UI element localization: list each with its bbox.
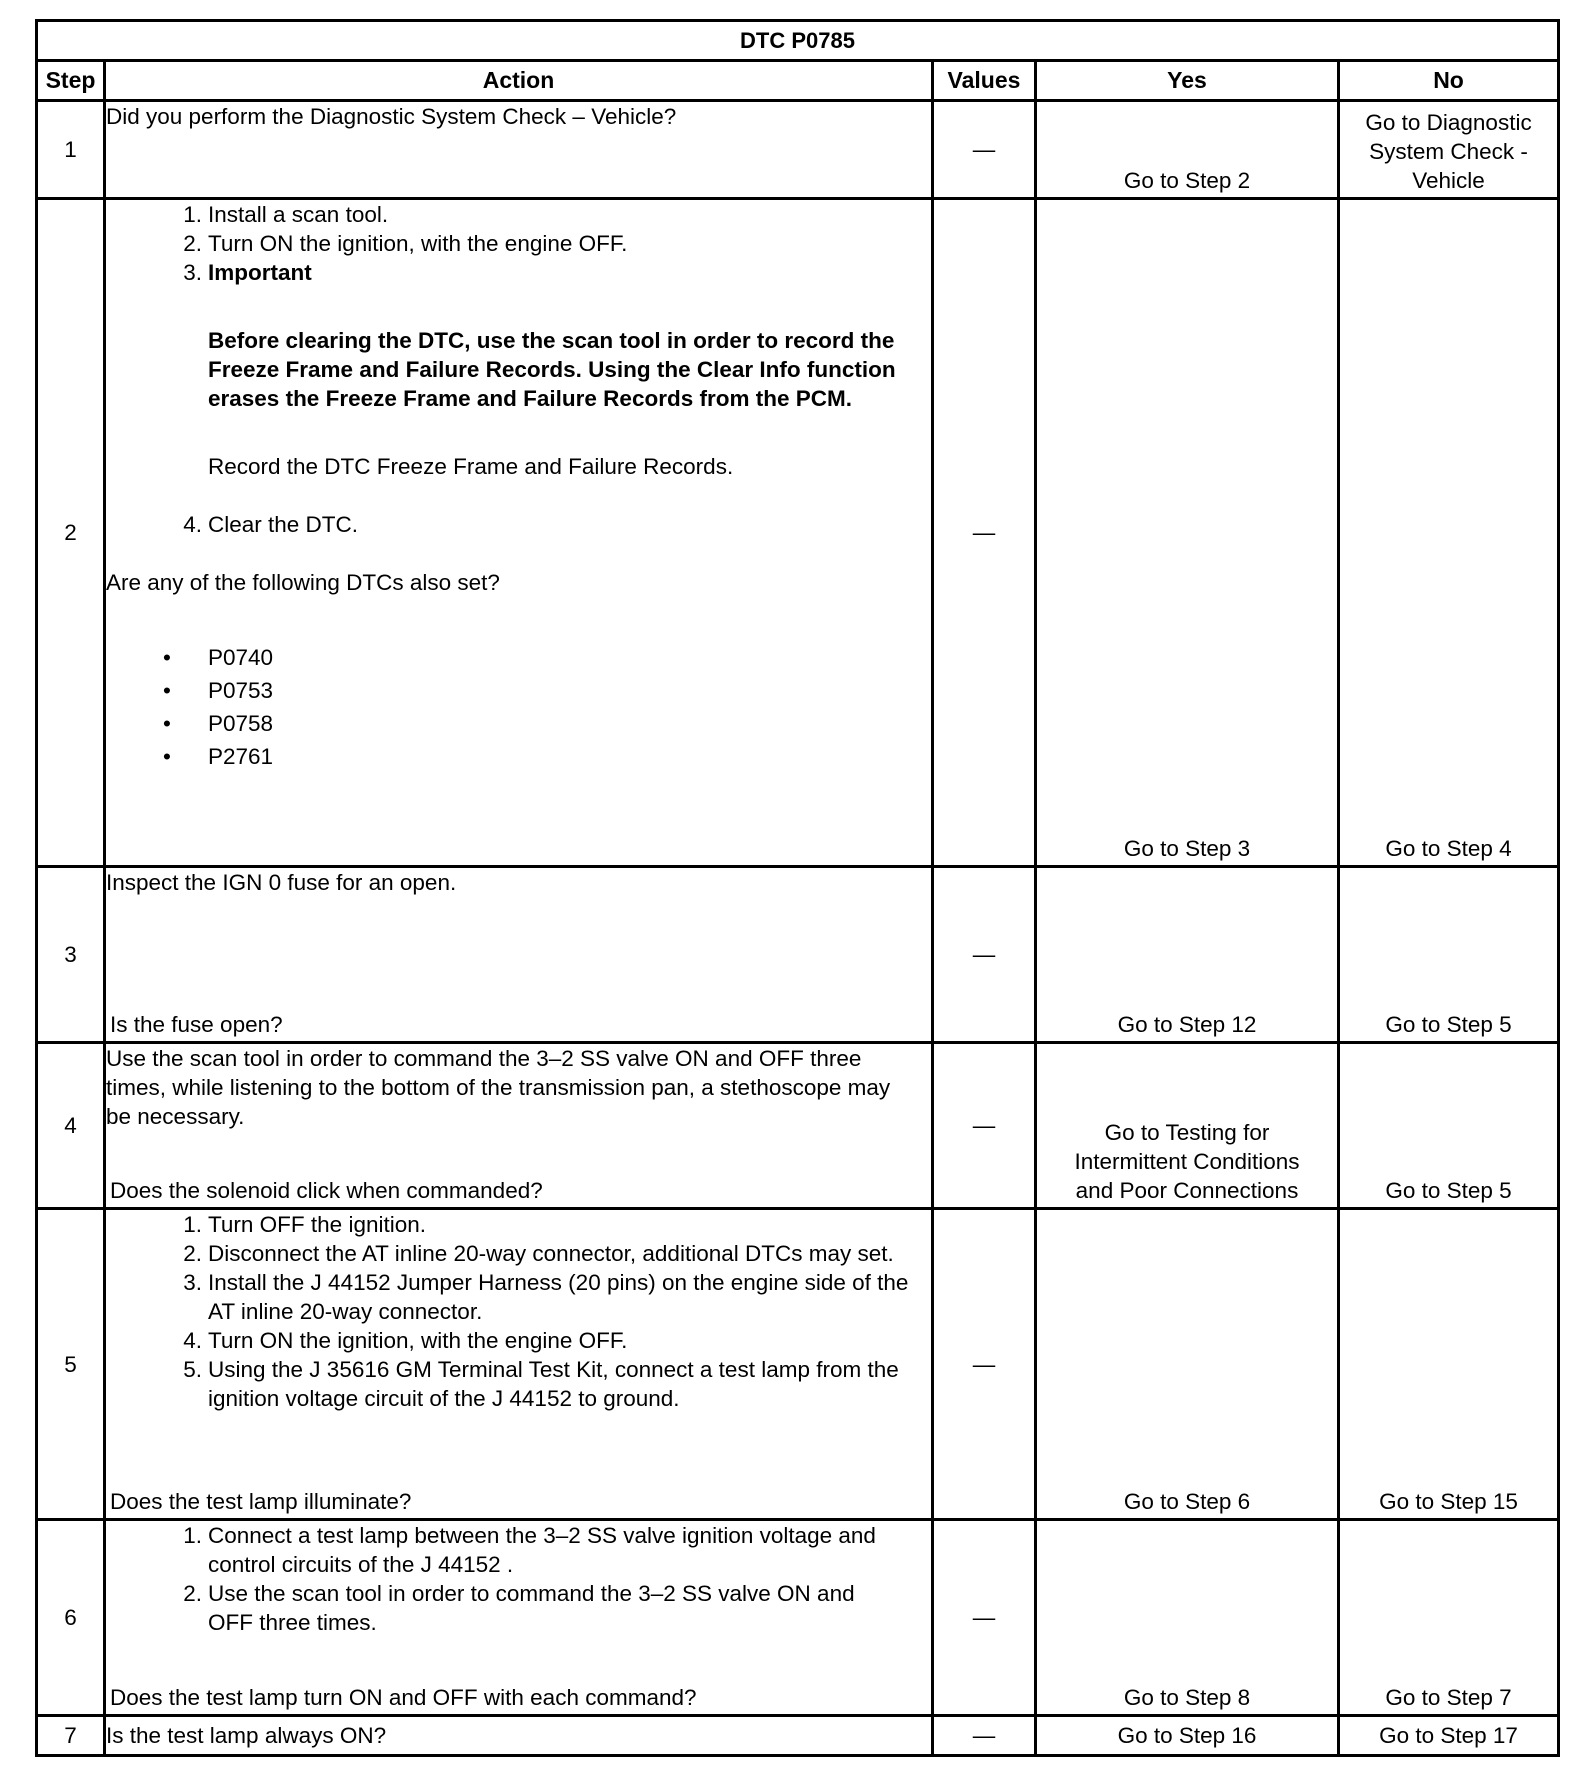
values-cell: — — [933, 1520, 1036, 1716]
no-cell: Go to Step 15 — [1339, 1209, 1559, 1520]
table-row — [37, 1520, 1559, 1716]
step-number: 1 — [37, 101, 105, 199]
header-values: Values — [933, 61, 1036, 101]
step-number: 2 — [37, 199, 105, 867]
list-item: 2. Use the scan tool in order to command the 3–2 SS valve ON and OFF three times. — [106, 1579, 931, 1637]
list-item: • P2761 — [106, 740, 931, 773]
list-item-text: Disconnect the AT inline 20-way connector, additional DTCs may set. — [208, 1241, 894, 1266]
table-row — [37, 1043, 1559, 1209]
list-item-text: Using the J 35616 GM Terminal Test Kit, connect a test lamp from the ignition voltage circuit of the J 44152 to ground. — [208, 1357, 899, 1411]
question-text: Does the test lamp turn ON and OFF with each command? — [110, 1685, 697, 1710]
action-text: Use the scan tool in order to command the 3–2 SS valve ON and OFF three times, while listening to the bottom of the transmission pan, a stethoscope may be necessary. — [106, 1046, 891, 1129]
dtc-code: P0740 — [208, 645, 274, 670]
header-action: Action — [105, 61, 933, 101]
table-row — [37, 1209, 1559, 1520]
action-text: Inspect the IGN 0 fuse for an open. — [106, 870, 457, 895]
yes-cell: Go to Step 12 — [1036, 867, 1339, 1043]
action-cell — [105, 867, 933, 1043]
important-text: Before clearing the DTC, use the scan tool in order to record the Freeze Frame and Failure Records. Using the Clear Info function erases the Freeze Frame and Failure Records from the PCM. — [208, 328, 896, 411]
list-item-text: Use the scan tool in order to command the 3–2 SS valve ON and OFF three times. — [208, 1581, 855, 1635]
dtc-code: P0753 — [208, 678, 274, 703]
action-text: Did you perform the Diagnostic System Check – Vehicle? — [106, 104, 677, 129]
list-item: • P0740 — [106, 641, 931, 674]
list-item-text: Connect a test lamp between the 3–2 SS valve ignition voltage and control circuits of the J 44152 . — [208, 1523, 876, 1577]
list-item: 2. Disconnect the AT inline 20-way connector, additional DTCs may set. — [106, 1239, 931, 1268]
yes-cell: Go to Step 16 — [1036, 1716, 1339, 1756]
yes-cell: Go to Step 2 — [1036, 101, 1339, 199]
action-cell — [105, 1209, 933, 1520]
no-cell: Go to Diagnostic System Check - Vehicle — [1339, 101, 1559, 199]
action-text: Is the test lamp always ON? — [106, 1723, 387, 1748]
no-cell: Go to Step 17 — [1339, 1716, 1559, 1756]
list-item-text: Clear the DTC. — [208, 512, 359, 537]
list-item-text: Turn ON the ignition, with the engine OFF. — [208, 231, 628, 256]
action-cell — [105, 101, 933, 199]
step-number: 4 — [37, 1043, 105, 1209]
list-item-text: Install the J 44152 Jumper Harness (20 pins) on the engine side of the AT inline 20-way connector. — [208, 1270, 909, 1324]
list-item: 3. Important — [106, 258, 931, 287]
list-item-text: Turn ON the ignition, with the engine OFF. — [208, 1328, 628, 1353]
yes-cell: Go to Step 6 — [1036, 1209, 1339, 1520]
list-item: • P0753 — [106, 674, 931, 707]
no-cell: Go to Step 5 — [1339, 1043, 1559, 1209]
dtc-code: P2761 — [208, 744, 274, 769]
list-item: 1. Install a scan tool. — [106, 200, 931, 229]
values-cell: — — [933, 1043, 1036, 1209]
values-cell: — — [933, 867, 1036, 1043]
question-text: Does the solenoid click when commanded? — [110, 1178, 543, 1203]
important-label: Important — [208, 260, 312, 285]
action-cell — [105, 1043, 933, 1209]
header-no: No — [1339, 61, 1559, 101]
list-item: 2. Turn ON the ignition, with the engine OFF. — [106, 229, 931, 258]
question-text: Is the fuse open? — [110, 1012, 283, 1037]
table-row — [37, 1716, 1559, 1756]
header-step: Step — [37, 61, 105, 101]
no-cell: Go to Step 5 — [1339, 867, 1559, 1043]
dtc-table — [35, 19, 1560, 1757]
action-cell — [105, 1716, 933, 1756]
yes-cell: Go to Step 3 — [1036, 199, 1339, 867]
list-item: • P0758 — [106, 707, 931, 740]
question-text: Does the test lamp illuminate? — [110, 1489, 412, 1514]
question-text: Are any of the following DTCs also set? — [106, 570, 500, 595]
step-number: 5 — [37, 1209, 105, 1520]
action-cell — [105, 1520, 933, 1716]
values-cell: — — [933, 1209, 1036, 1520]
yes-cell: Go to Testing for Intermittent Conditions and Poor Connections — [1036, 1043, 1339, 1209]
table-row — [37, 867, 1559, 1043]
list-item: 3. Install the J 44152 Jumper Harness (20 pins) on the engine side of the AT inline 20-way connector. — [106, 1268, 931, 1326]
list-item: 1. Turn OFF the ignition. — [106, 1210, 931, 1239]
list-item: 4. Clear the DTC. — [106, 510, 931, 539]
step-number: 3 — [37, 867, 105, 1043]
record-text: Record the DTC Freeze Frame and Failure Records. — [208, 454, 734, 479]
yes-cell: Go to Step 8 — [1036, 1520, 1339, 1716]
table-row — [37, 199, 1559, 867]
list-item: 1. Connect a test lamp between the 3–2 SS valve ignition voltage and control circuits of the J 44152 . — [106, 1521, 931, 1579]
no-cell: Go to Step 4 — [1339, 199, 1559, 867]
list-item-text: Install a scan tool. — [208, 202, 389, 227]
values-cell: — — [933, 101, 1036, 199]
action-cell — [105, 199, 933, 867]
values-cell: — — [933, 199, 1036, 867]
table-title: DTC P0785 — [37, 21, 1559, 61]
header-yes: Yes — [1036, 61, 1339, 101]
dtc-code: P0758 — [208, 711, 274, 736]
list-item-text: Turn OFF the ignition. — [208, 1212, 427, 1237]
list-item: 5. Using the J 35616 GM Terminal Test Kit, connect a test lamp from the ignition voltage circuit of the J 44152 to ground. — [106, 1355, 931, 1413]
no-cell: Go to Step 7 — [1339, 1520, 1559, 1716]
step-number: 6 — [37, 1520, 105, 1716]
list-item: 4. Turn ON the ignition, with the engine OFF. — [106, 1326, 931, 1355]
table-row — [37, 101, 1559, 199]
step-number: 7 — [37, 1716, 105, 1756]
values-cell: — — [933, 1716, 1036, 1756]
